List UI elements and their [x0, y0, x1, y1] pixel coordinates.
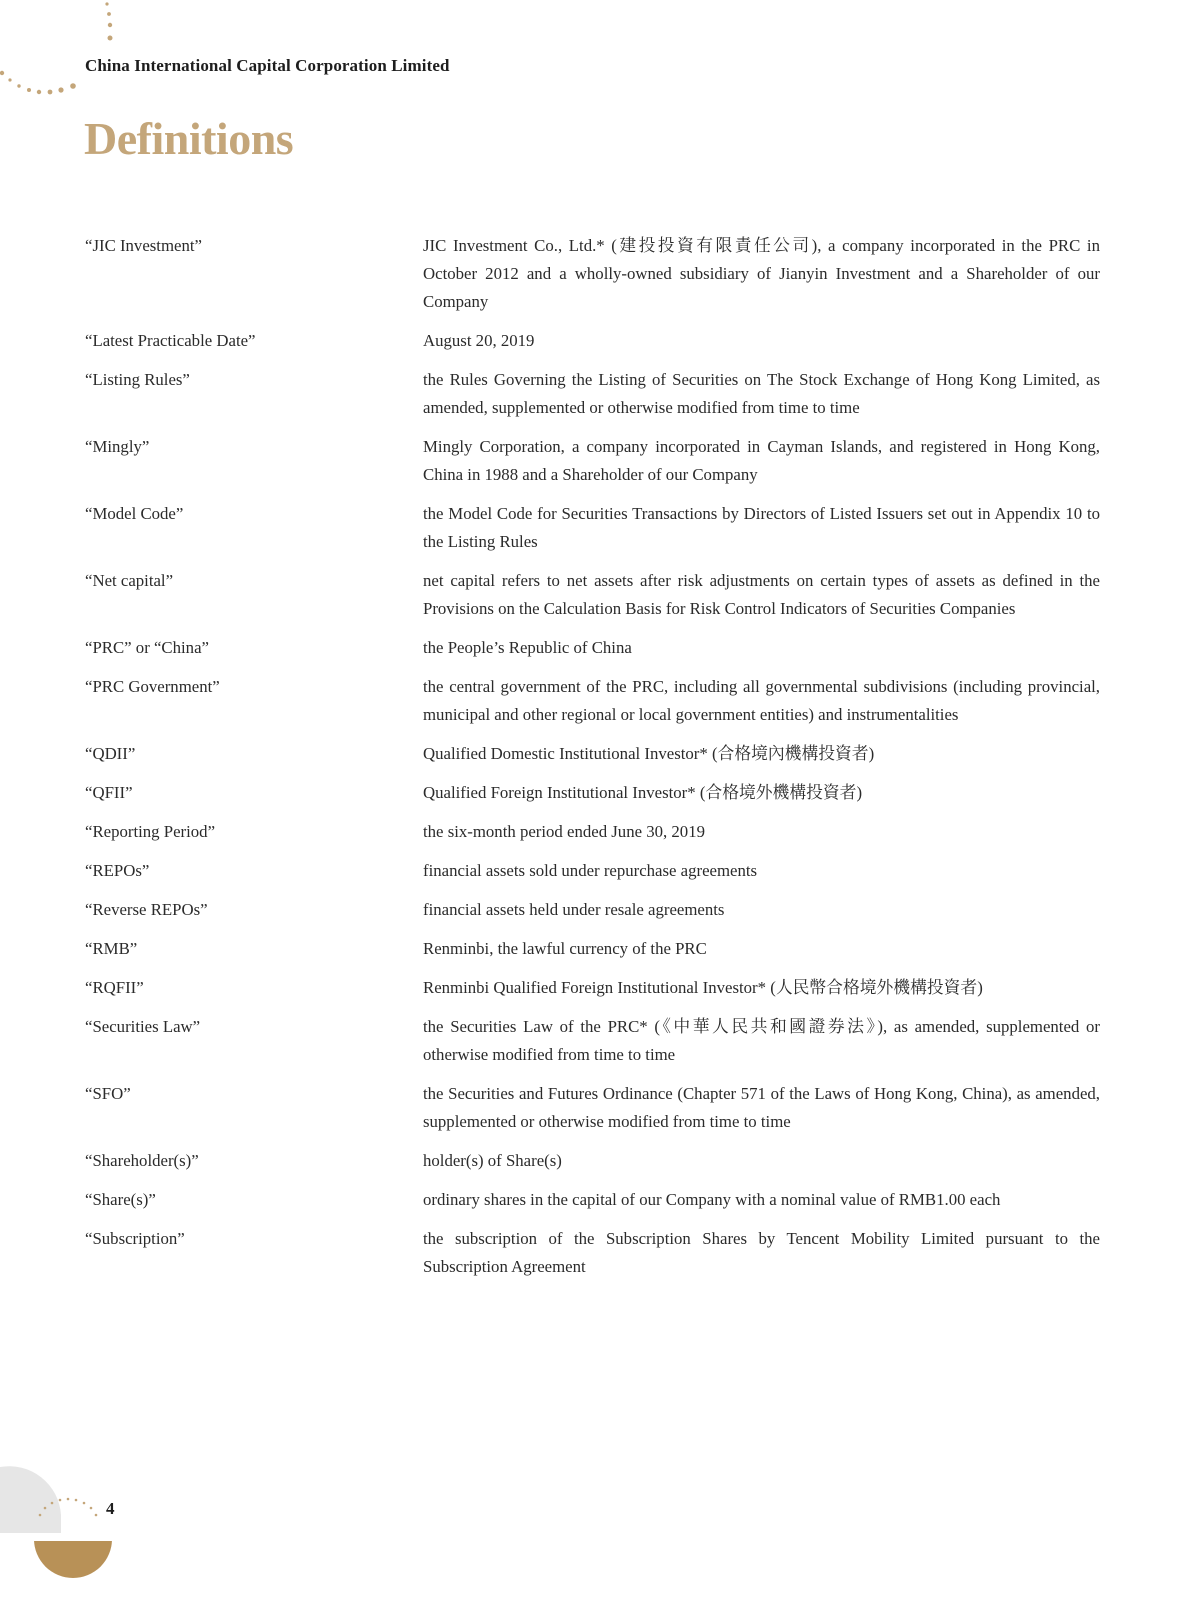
definition-row	[85, 974, 1100, 1002]
definition-term: “Net capital”	[85, 571, 174, 590]
definition-text: the six-month period ended June 30, 2019	[423, 822, 705, 841]
definition-row	[85, 433, 1100, 489]
definitions-list	[85, 232, 1100, 1292]
definition-row	[85, 1225, 1100, 1281]
definition-term: “Reverse REPOs”	[85, 900, 208, 919]
definition-term: “QDII”	[85, 744, 136, 763]
definition-term: “Latest Practicable Date”	[85, 331, 256, 350]
definition-text: the Securities and Futures Ordinance (Chapter 571 of the Laws of Hong Kong, China), as amended, supplemented or otherwise modified from time to time	[423, 1084, 1100, 1131]
definition-term: “Shareholder(s)”	[85, 1151, 199, 1170]
definition-row	[85, 366, 1100, 422]
definition-text: the Model Code for Securities Transactions by Directors of Listed Issuers set out in Appendix 10 to the Listing Rules	[423, 504, 1100, 551]
definition-text: Renminbi, the lawful currency of the PRC	[423, 939, 707, 958]
definition-row	[85, 896, 1100, 924]
definition-term: “Model Code”	[85, 504, 184, 523]
definition-text: Qualified Domestic Institutional Investor* (合格境內機構投資者)	[423, 744, 875, 763]
definition-text: the Rules Governing the Listing of Securities on The Stock Exchange of Hong Kong Limited, as amended, supplemented or otherwise modified from time to time	[423, 370, 1100, 417]
definition-text: Qualified Foreign Institutional Investor* (合格境外機構投資者)	[423, 783, 863, 802]
definition-row	[85, 327, 1100, 355]
definition-term: “QFII”	[85, 783, 133, 802]
definition-term: “PRC” or “China”	[85, 638, 209, 657]
definition-text: financial assets held under resale agreements	[423, 900, 725, 919]
page-title: Definitions	[84, 113, 294, 164]
definition-row	[85, 779, 1100, 807]
definition-term: “PRC Government”	[85, 677, 220, 696]
page-number: 4	[106, 1499, 115, 1518]
definition-text: net capital refers to net assets after risk adjustments on certain types of assets as defined in the Provisions on the Calculation Basis for Risk Control Indicators of Securities Companies	[423, 571, 1100, 618]
definition-term: “Share(s)”	[85, 1190, 156, 1209]
definition-row	[85, 673, 1100, 729]
definition-row	[85, 935, 1100, 963]
definition-text: the Securities Law of the PRC* (《中華人民共和國證券法》), as amended, supplemented or otherwise modified from time to time	[423, 1017, 1100, 1064]
definition-row	[85, 1080, 1100, 1136]
definition-text: Renminbi Qualified Foreign Institutional Investor* (人民幣合格境外機構投資者)	[423, 978, 983, 997]
definition-text: Mingly Corporation, a company incorporated in Cayman Islands, and registered in Hong Kong, China in 1988 and a Shareholder of our Company	[423, 437, 1100, 484]
footer-circle-decoration	[0, 1455, 140, 1615]
definition-text: JIC Investment Co., Ltd.* (建投投資有限責任公司), a company incorporated in the PRC in October 2012 and a wholly-owned subsidiary of Jianyin Investment and a Shareholder of our Company	[423, 236, 1100, 311]
definition-text: the subscription of the Subscription Shares by Tencent Mobility Limited pursuant to the Subscription Agreement	[423, 1229, 1100, 1276]
definition-term: “JIC Investment”	[85, 236, 202, 255]
header-company-name: China International Capital Corporation Limited	[85, 56, 450, 75]
definition-text: August 20, 2019	[423, 331, 535, 350]
definition-row	[85, 232, 1100, 316]
definition-text: holder(s) of Share(s)	[423, 1151, 562, 1170]
definition-row	[85, 857, 1100, 885]
definition-term: “RMB”	[85, 939, 138, 958]
definition-row	[85, 1013, 1100, 1069]
definition-term: “Listing Rules”	[85, 370, 190, 389]
header-dot-arc-decoration	[0, 0, 140, 110]
definition-text: the People’s Republic of China	[423, 638, 632, 657]
definition-row	[85, 1147, 1100, 1175]
definition-row	[85, 500, 1100, 556]
definition-text: ordinary shares in the capital of our Company with a nominal value of RMB1.00 each	[423, 1190, 1001, 1209]
definition-text: the central government of the PRC, including all governmental subdivisions (including provincial, municipal and other regional or local government entities) and instrumentalities	[423, 677, 1100, 724]
definition-row	[85, 740, 1100, 768]
definition-term: “Subscription”	[85, 1229, 185, 1248]
definition-term: “Reporting Period”	[85, 822, 216, 841]
definition-term: “SFO”	[85, 1084, 131, 1103]
definition-row	[85, 634, 1100, 662]
definition-term: “Mingly”	[85, 437, 150, 456]
definition-text: financial assets sold under repurchase agreements	[423, 861, 758, 880]
definition-row	[85, 567, 1100, 623]
definition-term: “REPOs”	[85, 861, 150, 880]
definition-term: “RQFII”	[85, 978, 144, 997]
definition-term: “Securities Law”	[85, 1017, 201, 1036]
definition-row	[85, 818, 1100, 846]
definition-row	[85, 1186, 1100, 1214]
